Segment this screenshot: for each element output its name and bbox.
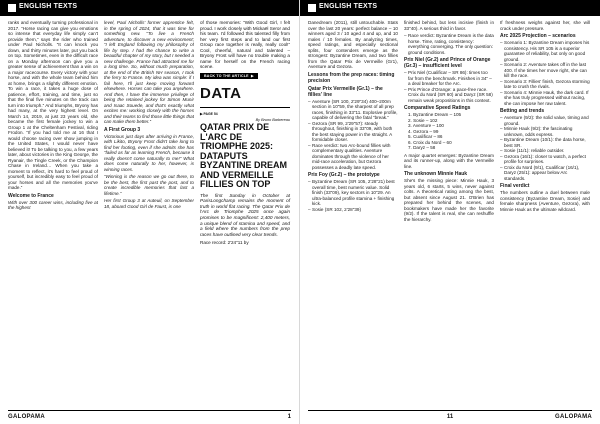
- section-title: DATA: [200, 84, 242, 102]
- prix-foy-list: [308, 179, 398, 212]
- right-page: [300, 0, 600, 424]
- left-column-2: [104, 20, 194, 408]
- rating-item: 1. Byzantine Dream – 105: [408, 112, 462, 117]
- right-header-label: ENGLISH TEXTS: [319, 3, 378, 10]
- scenarios-heading: Arc 2025 Projection – scenarios: [500, 33, 576, 39]
- left-col1-paragraph: ranks and eventually turning professional in 2017. “Horse racing can give you emotions so intense that everyday life simply can't provide them,” says the rider who trained under Paul Nicholls. “It can knock you down, and thirty minutes later, put you back on top. Sometimes, even in the difficult race on a Monday afternoon can give you a greater sense of achievement than a win on a major racecourse. Every victory with your horse, and with the whole team behind him at home, brings a slightly different emotion. To win a race, it takes a huge dose of patience, effort, training, and time, just so that the final five minutes on the track can turn into triumph.” And triumphs, Bryony has had many, at the very highest level. On March 14, 2019, at just 23 years old, she became the first female jockey to win a Group 1 at the Cheltenham Festival, riding Frodon. “If you had told me at 16 that I would choose racing over show jumping in the United States, I would never have believed it! To be talking to you, a few years later, about victories in the King George, the Ryanair, the Tingle Creek, or the Champion Chase in Ireland… When you take a moment to reflect, it's hard to feel proud of yourself, but incredibly easy to feel proud of your horses and all the memories you've made.”: [8, 20, 98, 190]
- list-item: – Aventure (9/2): the solid value, timing and ground.: [500, 115, 590, 126]
- list-item: – Byzantine Dream (SR 105, 2'28"21) best overall time, best numeric value. Solid finish (33"09), key sectors in 10"29. An ultra-balanced profile stamina + finishing kick.: [308, 179, 398, 207]
- list-item: – Race verdict: Byzantine Dream is the data horse. Time, rating, consistency: everything converging. The only question: ground conditions.: [404, 33, 494, 55]
- left-page-number: 1: [287, 414, 291, 420]
- final-verdict-text: The numbers outline a duel between male consistency (Byzantine Dream, Sosie) and female sharpness (Aventure, Gezora), with Minnie Hauk as the ultimate wildcard.: [500, 190, 590, 212]
- minnie-hauk-text: She's the missing piece: Minnie Hauk, 3 years old, 6 starts, 5 wins, never against colts. A theoretical rating among the best, but absent since August 21. O'Brien has prepared her behind the scenes, and bookmakers have made her the favorite (9/2). If the talent is real, she can reshuffle the hierarchy.: [404, 178, 494, 222]
- speed-ratings-list: [404, 112, 494, 151]
- list-item: – Croix du Nord (9/1), Cualificar (16/1), Daryz (25/1): appear below Arc standards.: [500, 165, 590, 182]
- rating-item: 5. Cualificar – 86: [408, 134, 443, 139]
- header-square-icon: [8, 4, 16, 12]
- left-column-3: [200, 20, 290, 408]
- right-page-number: 11: [446, 414, 454, 420]
- left-col2-heading: A First Group 3: [104, 126, 141, 133]
- left-footer: [8, 410, 291, 424]
- list-item: – Scenario 2: Aventure takes off in the last 400. If she times her move right, she can kill the race.: [500, 62, 590, 79]
- right-footer: [308, 410, 592, 424]
- left-body: [8, 20, 291, 408]
- list-item: – Gezora (16/1): closer to watch, a perfect profile for surprises.: [500, 154, 590, 165]
- left-col2-after-1: Victorious just days after arriving in France, with Likito, Bryony Frost didn't take long to find her footing, even if she admits she has “failed as far as learning French, because it really doesn't come naturally to me!” What does come naturally to her, however, is winning races.: [104, 133, 194, 172]
- list-item: – Scenario 3: Fillies' finish, Gezora storming late to crush the rivals.: [500, 79, 590, 90]
- back-to-article-button[interactable]: [200, 73, 258, 79]
- rating-item: 6. Croix du Nord – 60: [408, 139, 452, 145]
- right-header-bar: [300, 0, 600, 16]
- right-col1-heading-2: Prix Foy (Gr.2) – the prototype: [308, 172, 380, 178]
- right-col1-heading: Lessons from the prep races: timing precision: [308, 71, 395, 84]
- minnie-hauk-heading: The unknown Minnie Hauk: [404, 171, 468, 177]
- scenarios-list: [500, 40, 590, 106]
- left-footer-brand: GALOPAMA: [8, 414, 45, 420]
- list-item: – Minnie Hauk (9/2): the fascinating unknown, odds express.: [500, 126, 590, 137]
- right-col2-heading: Prix Niel (Gr.2) and Prince of Orange (Gr.3) – insufficient level: [404, 57, 491, 69]
- section-rule: [200, 107, 290, 108]
- header-square-icon: [308, 4, 316, 12]
- list-item: – Byzantine Dream (10/1): the data horse, best SR.: [500, 137, 590, 148]
- list-item: – Aventure (SR 100, 2'29"34) 400–200m section in 10"59, the sharpest of all prep races, finishing in 33"11. Explosive profile, capable of delivering the fatal “break.”: [308, 99, 398, 121]
- article-intro: The first Sunday in October at ParisLongchamp remains the moment of truth in world flat racing. The Qatar Prix de l'Arc de Triomphe 2025 once again promises to be magnificent: 2,400 meters, a unique blend of stamina and speed, and a field where the numbers from the prep races have outlined very clear trends.: [200, 192, 290, 237]
- race-record: Race record: 2'24"11 by: [200, 239, 249, 245]
- left-col1-heading: Welcome to France: [8, 192, 54, 199]
- right-column-1: [308, 20, 398, 408]
- article-headline: QATAR PRIX DE L'ARC DE TRIOMPHE 2025: DATAPUTS BYZANTINE DREAM AND VERMEILLE FILLIES ON TOP: [200, 122, 287, 190]
- right-col3-intro: If freshness weighs against her, she will crack under pressure.: [500, 20, 590, 31]
- left-col2-after-2: “Winning is the reason we go out there, to be the best, the first past the post, and to create incredible memories that last a lifetime.”: [104, 174, 194, 196]
- right-col2-intro: finished behind, but less incisive (finish in 33"40). A serious third in favor.: [404, 20, 494, 31]
- right-col1-intro: Danedream (2011), still untouchable. Stats over the last 20 years: perfect balance – 10 winners aged 3 / 10 aged 4 and up, and 10 males / 10 females. By analyzing times, speed ratings, and especially sectional splits, four contenders emerge as the strongest: Byzantine Dream, and two fillies from the Qatar Prix de Vermeille (Gr1), Aventure and Gezora.: [308, 20, 398, 69]
- list-item: – Scenario 4: Minnie Hauk, the dark card. If she has truly progressed without racing, she can impose her raw talent.: [500, 90, 590, 107]
- list-item: – Prix Niel (Cualificar – SR 86): times too far from the benchmark. Finishes in 34" – a deal breaker for the Arc.: [404, 70, 494, 87]
- final-verdict-heading: Final verdict: [500, 183, 530, 189]
- right-body: [308, 20, 592, 408]
- byline: By Bruno Barbereau: [255, 117, 290, 122]
- rating-item: 2. Sosie – 102: [408, 117, 438, 123]
- rating-item: 3. Aventure – 100: [408, 123, 444, 128]
- right-column-3: [500, 20, 590, 408]
- speed-ratings-heading: Comparative Speed Ratings: [404, 105, 471, 111]
- arrow-right-icon: ▶: [250, 73, 254, 78]
- list-item: – Prix Prince d'Orange: a pace-free race. Croix du Nord (SR 60) and Daryz (SR 58) remain weak propositions in this context.: [404, 87, 494, 104]
- niel-list: [404, 70, 494, 103]
- list-item: – Sosie (11/1): reliable outsider.: [500, 148, 590, 154]
- left-header-bar: [0, 0, 299, 16]
- betting-list: [500, 115, 590, 181]
- right-col1-subheading: Qatar Prix Vermeille (Gr.1) – the fillies' line: [308, 85, 383, 98]
- foy-verdict-list: [404, 33, 494, 55]
- left-col2-after-3: Her first Group 3 at Auteuil, on September 18, aboard Good Girl de Faust, is one: [104, 198, 194, 209]
- rating-item: 4. Gezora – 99: [408, 128, 439, 134]
- list-item: – Race verdict: two Arc-bound fillies with complementary qualities. Aventure dominates through the violence of her mid-race acceleration, but Gezora possesses a deadly late speed.: [308, 143, 398, 171]
- list-item: – Gezora (SR 99, 2'29"57): steady throughout, finishing in 33"09, with both the best staying power in the straight. A formidable closer.: [308, 121, 398, 143]
- back-to-article-label: BACK TO THE ARTICLE: [204, 73, 249, 78]
- rating-item: 7. Daryz – 58: [408, 145, 436, 150]
- left-col3-text: of those memories: “With Good Girl, I felt proud. I work closely with Mickaël Seror and his team. I'd followed this talented filly from her very first steps and to land our first Group race together is really, really cool!” Cool, cheerful, natural and talented – Bryony Frost will have no trouble making a name for herself on the French racing scene.: [200, 20, 290, 69]
- left-column-1: [8, 20, 98, 408]
- left-col2-paragraph: level, Paul Nicholls' former apprentice felt, in the spring of 2024, that it was time for something new. “To live a French adventure, to discover a new environment; “I left England following my philosophy of life by step. I had the chance to write a beautiful chapter of my story, but I needed a new challenge. France had attracted me for a long time. So, without much preparation, at the end of the British NH season, I took the ferry to France. My idea was simple: if I fail here, I'll just keep moving forward elsewhere. Horses can take you anywhere. And then, I have the immense privilege of being the retained jockey for Simon Munir and Isaac Souede, and that's exactly what excites me: working closely with the horses and their teams to find those little things that can make them better.”: [104, 20, 194, 124]
- right-column-2: [404, 20, 494, 408]
- list-item: – Scenario 1: Byzantine Dream imposes his consistency. His SR 105 is a superior guarantee of reliability, but only on good ground.: [500, 40, 590, 62]
- vermeille-list: [308, 99, 398, 171]
- list-item: – Sosie (SR 102, 2'28"39): [308, 207, 398, 213]
- page-reference: ▶ PAGE 54: [200, 111, 218, 116]
- betting-heading: Betting and trends: [500, 108, 545, 114]
- right-col2-after: A major quartet emerges: Byzantine Dream and its runner-up, along with the Vermeille line.: [404, 152, 494, 169]
- left-header-label: ENGLISH TEXTS: [19, 3, 78, 10]
- right-footer-brand: GALOPAMA: [555, 414, 592, 420]
- left-col1-after: With over 300 career wins, including five at the highest: [8, 199, 98, 210]
